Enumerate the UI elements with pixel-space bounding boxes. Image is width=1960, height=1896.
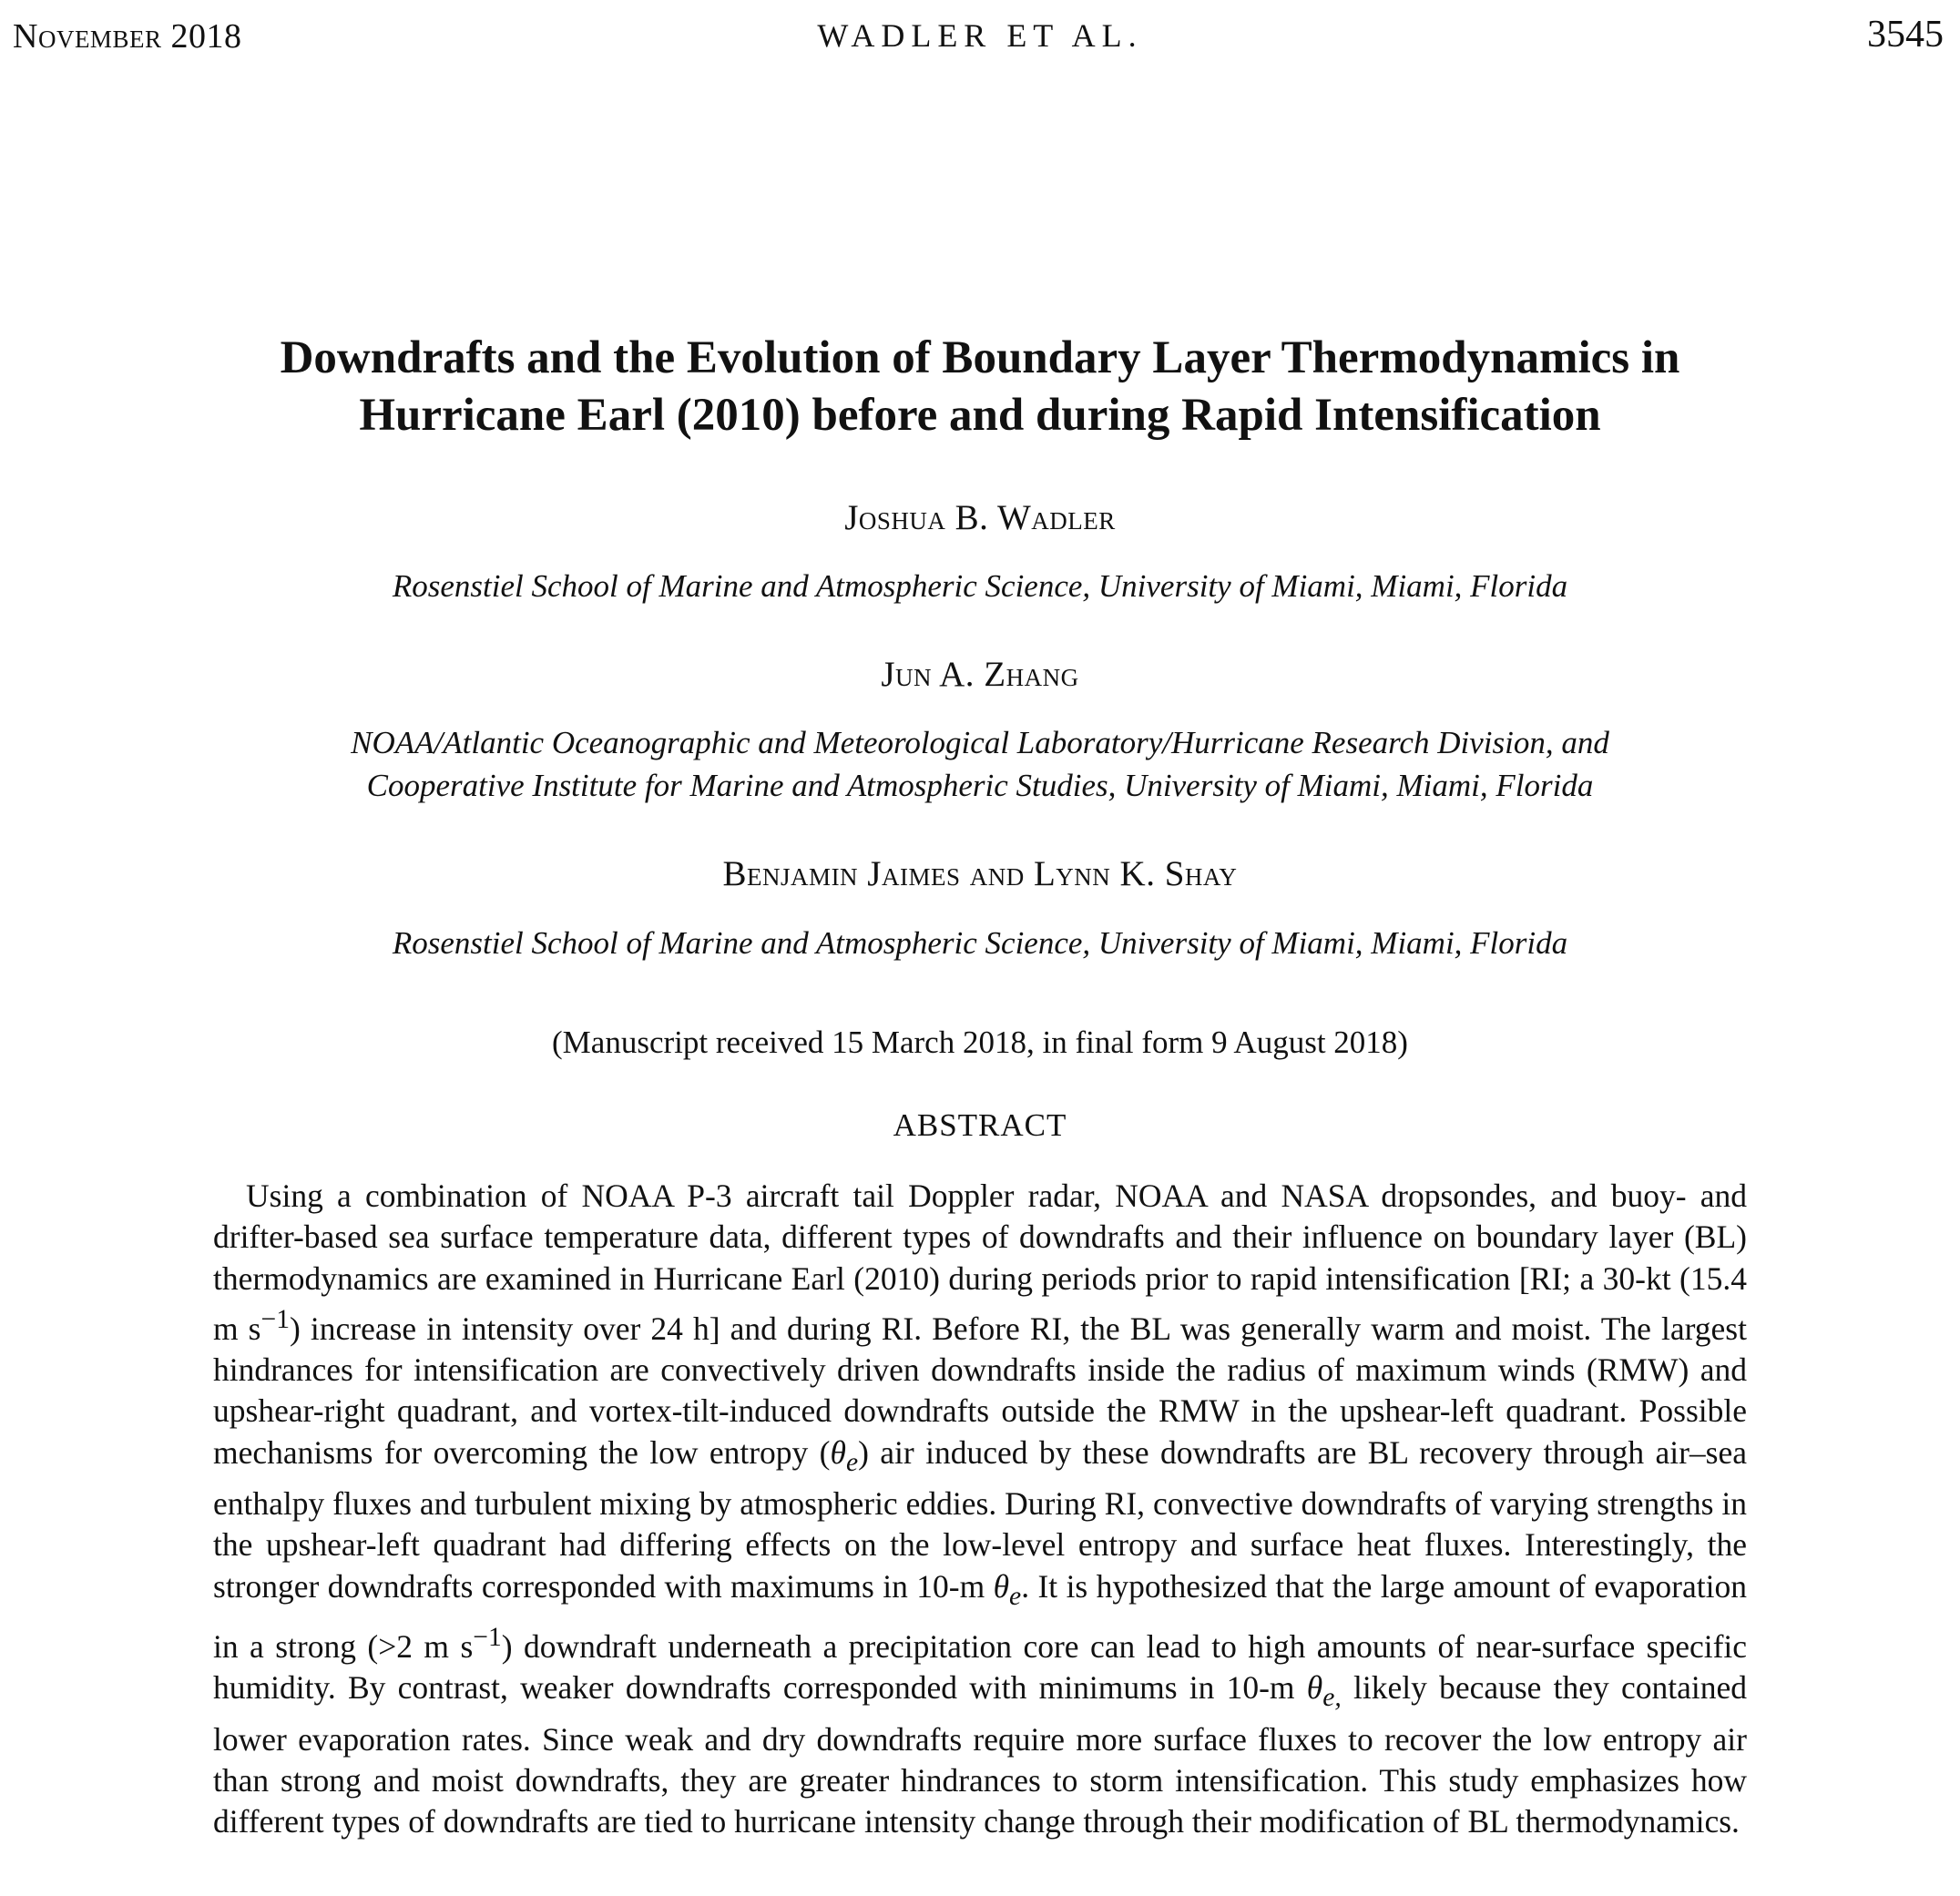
theta-symbol: θ [1306, 1669, 1323, 1707]
author-3-name: Benjamin Jaimes and Lynn K. Shay [722, 854, 1238, 893]
author-2-affiliation [137, 721, 1823, 807]
abstract-text-4: . It is hypothesized that the large amount of evaporation in a strong (>2 m s [213, 1567, 1747, 1665]
running-header [0, 13, 1960, 67]
header-date: November 2018 [13, 17, 242, 56]
theta-symbol: θ [830, 1433, 846, 1471]
theta-subscript: e, [1322, 1683, 1342, 1713]
header-page-number: 3545 [1867, 14, 1944, 56]
abstract-body [213, 1176, 1747, 1842]
author-1-affiliation-line: Rosenstiel School of Marine and Atmospheric Science, University of Miami, Miami, Florida [392, 568, 1568, 604]
abstract-text-6: likely because they contained lower evaporation rates. Since weak and dry downdrafts require more surface fluxes to recover the low entropy air than strong and moist downdrafts, they are greater hindrances to storm intensification. This study emphasizes how different types of downdrafts are tied to hurricane intensity change through their modification of BL thermodynamics. [213, 1669, 1747, 1840]
theta-subscript: e [1009, 1581, 1022, 1611]
author-1-name: Joshua B. Wadler [844, 498, 1116, 537]
abstract-exponent-2: −1 [473, 1622, 502, 1652]
theta-symbol: θ [993, 1567, 1010, 1605]
paper-title-line-2: Hurricane Earl (2010) before and during Rapid Intensification [359, 390, 1601, 441]
header-running-authors: WADLER ET AL. [817, 17, 1143, 54]
abstract-text-5: ) downdraft underneath a precipitation core can lead to high amounts of near-surface specific humidity. By contrast, weaker downdrafts corresponded with minimums in 10-m [213, 1627, 1748, 1707]
paper-title-line-1: Downdrafts and the Evolution of Boundary Layer Thermodynamics in [280, 332, 1680, 383]
author-2-affiliation-line-1: NOAA/Atlantic Oceanographic and Meteorological Laboratory/Hurricane Research Division, and [351, 725, 1609, 760]
abstract-exponent-1: −1 [260, 1304, 290, 1334]
abstract-text-1: Using a combination of NOAA P-3 aircraft tail Doppler radar, NOAA and NASA dropsondes, and buoy- and drifter-based sea surface temperature data, different types of downdrafts and their influence on boundary layer (BL) thermodynamics are examined in Hurricane Earl (2010) during periods prior to rapid intensification [RI; a 30-kt (15.4 m s [213, 1177, 1747, 1347]
abstract-heading: ABSTRACT [893, 1107, 1067, 1143]
author-1-affiliation [137, 565, 1823, 607]
author-2-name: Jun A. Zhang [881, 655, 1079, 694]
abstract-text-2: ) increase in intensity over 24 h] and during RI. Before RI, the BL was generally warm and moist. The largest hindrances for intensification are convectively driven downdrafts inside the radius of maximum winds (RMW) and upshear-right quadrant, and vortex-tilt-induced downdrafts outside the RMW in the upshear-left quadrant. Possible mechanisms for overcoming the low entropy ( [213, 1310, 1747, 1471]
author-3-affiliation [137, 922, 1823, 964]
theta-subscript: e [845, 1447, 859, 1477]
abstract-text-3: ) air induced by these downdrafts are BL recovery through air–sea enthalpy fluxes and turbulent mixing by atmospheric eddies. During RI, convective downdrafts of varying strengths in the upshear-left quadrant had differing effects on the low-level entropy and surface heat fluxes. Interestingly, the stronger downdrafts corresponded with maximums in 10-m [213, 1433, 1748, 1605]
author-2-affiliation-line-2: Cooperative Institute for Marine and Atmospheric Studies, University of Miami, Miami, Florida [366, 768, 1594, 803]
manuscript-received: (Manuscript received 15 March 2018, in final form 9 August 2018) [552, 1024, 1408, 1060]
author-3-affiliation-line: Rosenstiel School of Marine and Atmospheric Science, University of Miami, Miami, Florida [392, 925, 1568, 961]
paper-title [137, 330, 1823, 444]
